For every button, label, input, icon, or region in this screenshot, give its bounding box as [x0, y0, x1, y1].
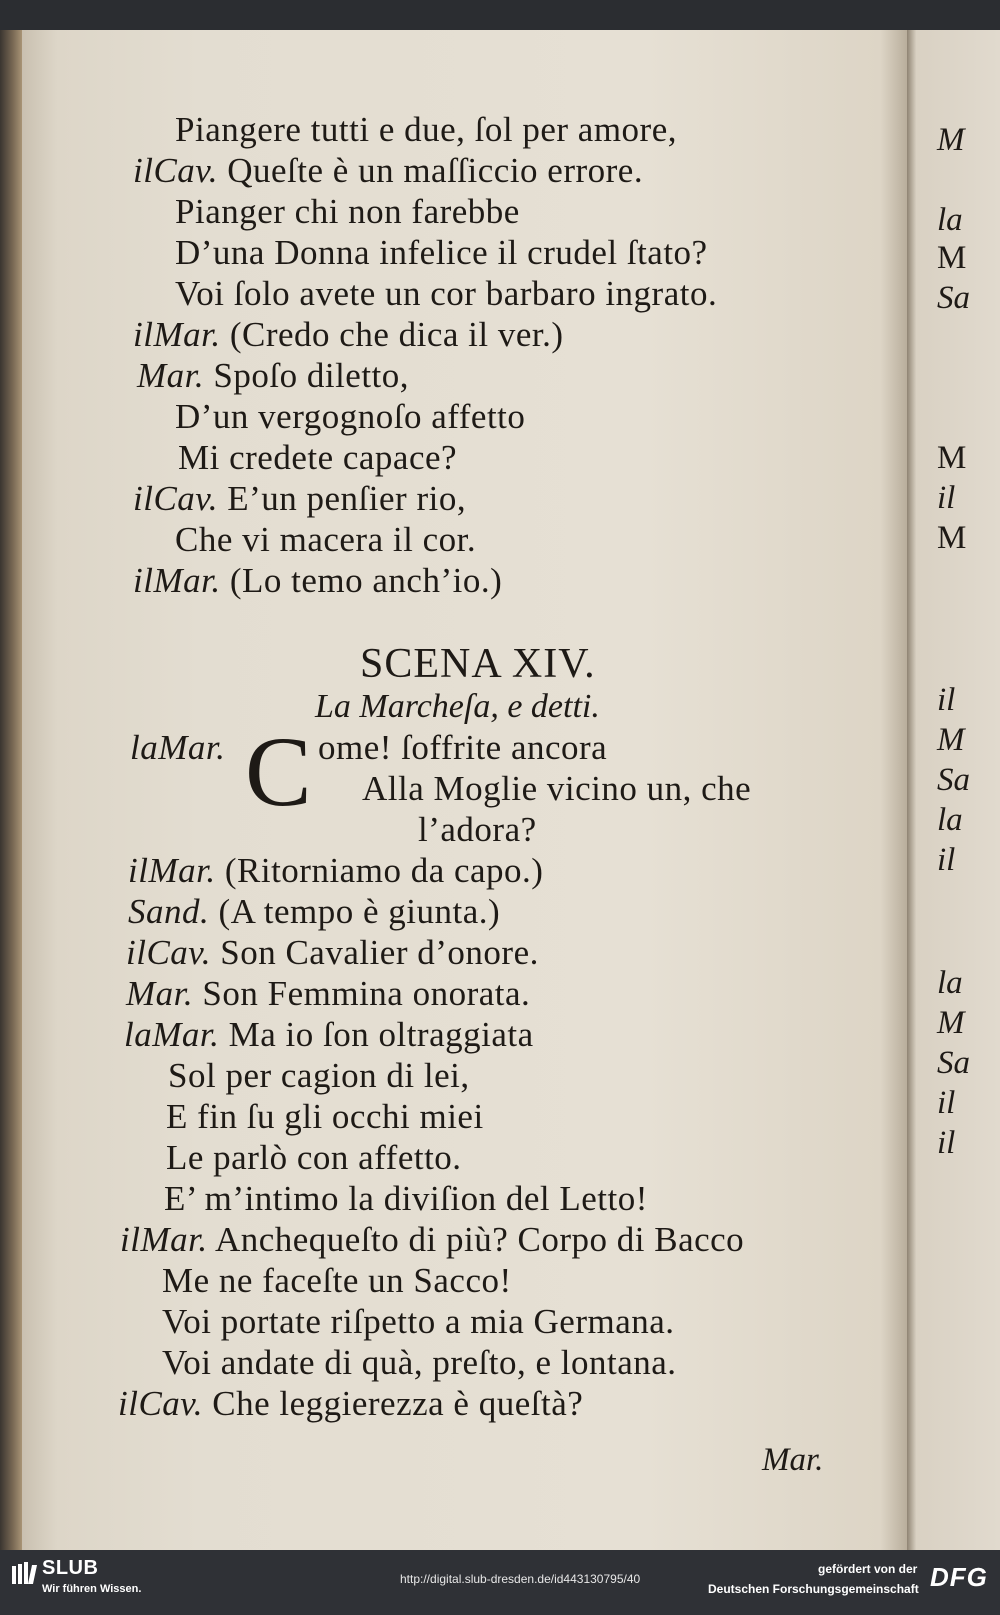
- facing-fragment: M: [937, 240, 967, 276]
- facing-fragment: M: [937, 722, 965, 758]
- facing-fragment: M: [937, 1005, 965, 1041]
- scene-second-line: Alla Moglie vicino un, che: [362, 769, 752, 808]
- text-line: ilMar. Anchequeſto di più? Corpo di Bacco: [120, 1220, 745, 1259]
- scene-title: SCENA XIV.: [360, 641, 596, 687]
- facing-fragment: il: [937, 1125, 956, 1161]
- facing-fragment: Sa: [937, 1045, 970, 1081]
- text-line: laMar. Ma io ſon oltraggiata: [124, 1015, 534, 1054]
- scene-subtitle: La Marcheſa, e detti.: [315, 688, 600, 725]
- catchword: Mar.: [762, 1442, 824, 1478]
- facing-fragment: il: [937, 842, 956, 878]
- text-line: Mar. Spoſo diletto,: [137, 356, 410, 395]
- text-line: Voi ſolo avete un cor barbaro ingrato.: [175, 274, 718, 313]
- facing-fragment: M: [937, 440, 967, 476]
- funding-note-line2: Deutschen Forschungsgemeinschaft: [708, 1582, 919, 1596]
- scene-first-speaker: laMar.: [130, 728, 226, 767]
- facing-fragment: M: [937, 122, 965, 158]
- dfg-logo: DFG: [930, 1562, 988, 1592]
- text-line: Voi portate riſpetto a mia Germana.: [162, 1302, 675, 1341]
- text-line: Le parlò con affetto.: [166, 1138, 462, 1177]
- text-line: ilCav. Son Cavalier d’onore.: [126, 933, 539, 972]
- facing-fragment: la: [937, 802, 963, 838]
- scene-first-line: ome! ſoffrite ancora: [318, 728, 608, 767]
- text-line: Pianger chi non farebbe: [175, 192, 520, 231]
- text-line: D’una Donna infelice il crudel ſtato?: [175, 233, 708, 272]
- facing-fragment: la: [937, 965, 963, 1001]
- slub-logo-name: SLUB: [42, 1557, 99, 1579]
- text-line: D’un vergognoſo affetto: [175, 397, 526, 436]
- text-line: ilCav. E’un penſier rio,: [133, 479, 467, 518]
- text-line: Piangere tutti e due, ſol per amore,: [175, 110, 678, 149]
- drop-cap: C: [245, 716, 312, 827]
- facing-fragment: Sa: [937, 762, 970, 798]
- facing-fragment: Sa: [937, 280, 970, 316]
- text-line: ilMar. (Ritorniamo da capo.): [128, 851, 544, 890]
- facing-page: [907, 30, 1000, 1550]
- text-line: Sand. (A tempo è giunta.): [128, 892, 501, 931]
- book-spine-edge: [0, 30, 22, 1550]
- text-line: E’ m’intimo la diviſion del Letto!: [164, 1179, 648, 1218]
- scanner-background-top: [0, 0, 1000, 30]
- funding-note-line1: gefördert von der: [818, 1562, 918, 1576]
- facing-fragment: il: [937, 682, 956, 718]
- slub-logo-icon: [12, 1562, 38, 1586]
- facing-fragment: il: [937, 480, 956, 516]
- facing-fragment: M: [937, 520, 967, 556]
- facing-fragment: il: [937, 1085, 956, 1121]
- text-line: Mar. Son Femmina onorata.: [126, 974, 531, 1013]
- source-url[interactable]: http://digital.slub-dresden.de/id443130795/40: [400, 1572, 641, 1586]
- footer-bar: [0, 1550, 1000, 1615]
- text-line: ilCav. Queſte è un maſſiccio errore.: [133, 151, 644, 190]
- text-line: Che vi macera il cor.: [175, 520, 477, 559]
- text-line: ilMar. (Credo che dica il ver.): [133, 315, 564, 354]
- text-line: Sol per cagion di lei,: [168, 1056, 470, 1095]
- slub-logo-subtitle: Wir führen Wissen.: [42, 1583, 142, 1595]
- scene-third-line: l’adora?: [418, 810, 537, 849]
- text-line: Voi andate di quà, preſto, e lontana.: [162, 1343, 677, 1382]
- text-line: ilMar. (Lo temo anch’io.): [133, 561, 503, 600]
- facing-fragment: la: [937, 202, 963, 238]
- text-line: Me ne faceſte un Sacco!: [162, 1261, 512, 1300]
- text-line: ilCav. Che leggierezza è queſtà?: [118, 1384, 584, 1423]
- text-line: Mi credete capace?: [178, 438, 458, 477]
- text-line: E fin ſu gli occhi miei: [166, 1097, 484, 1136]
